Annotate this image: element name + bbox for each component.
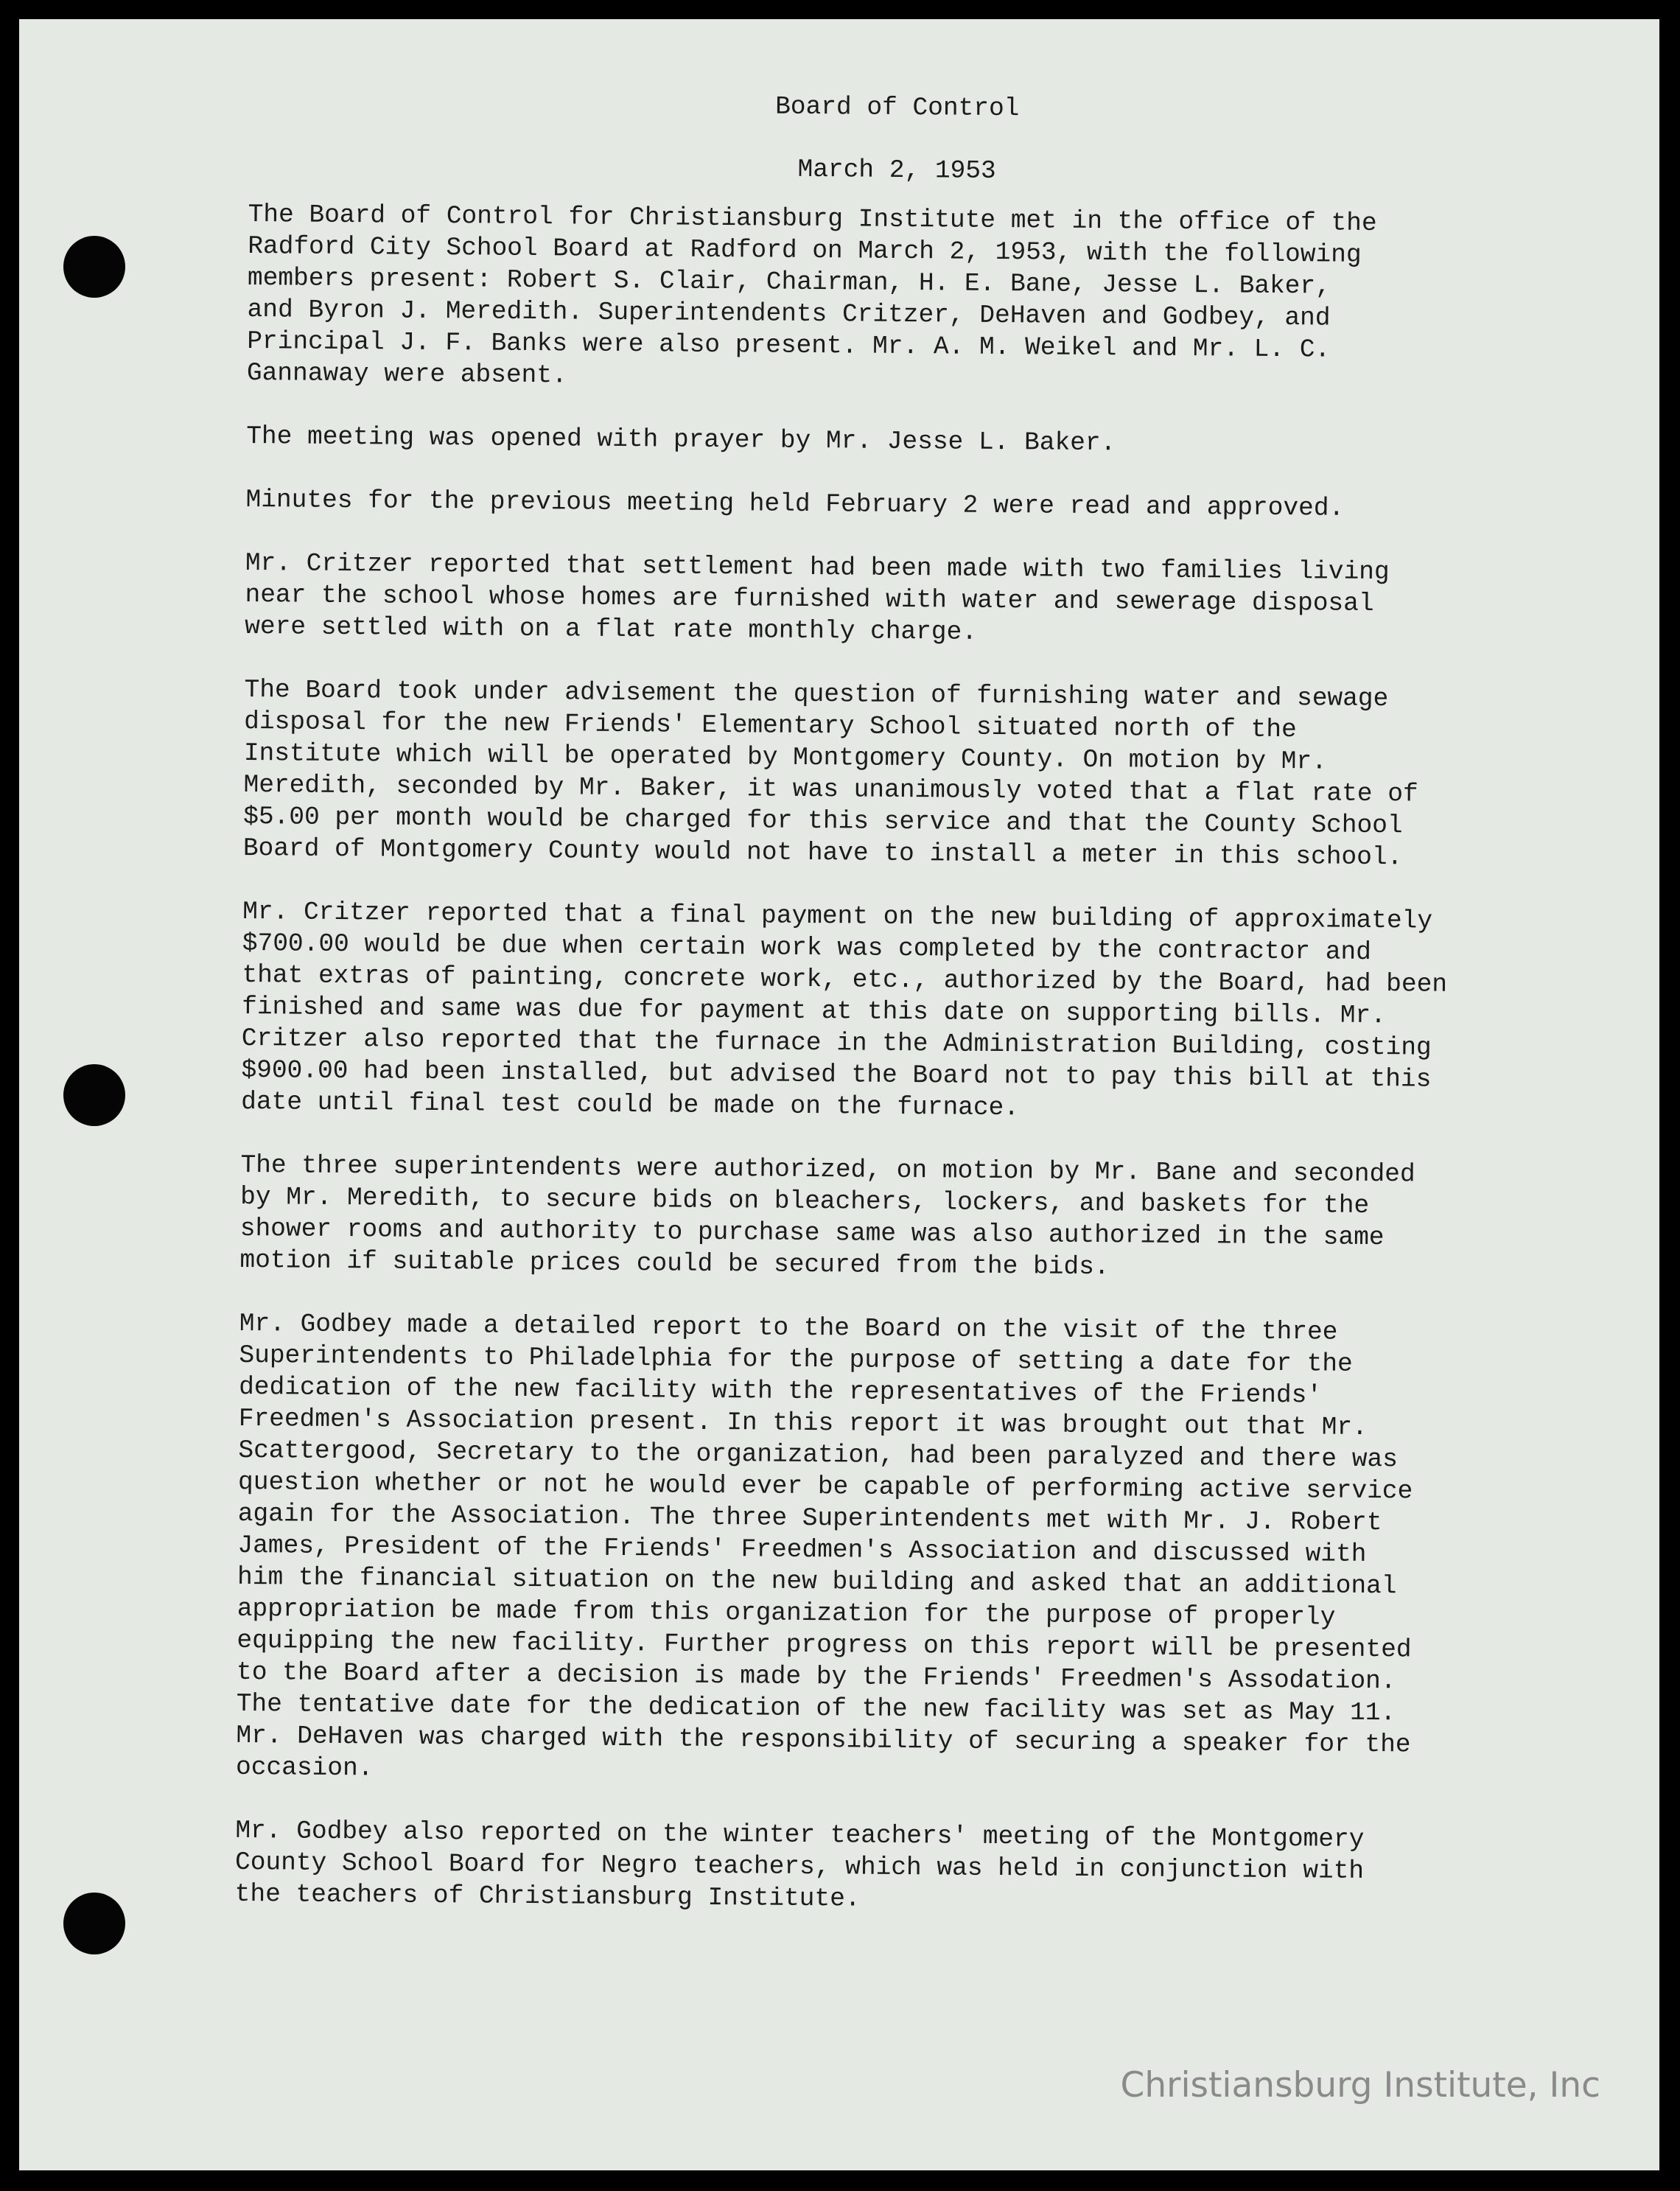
minutes-text: [234, 87, 1546, 1952]
punch-hole-bottom: [63, 1893, 125, 1954]
watermark: Christiansburg Institute, Inc: [1120, 2065, 1600, 2106]
paragraph-bids: The three superintendents were authorized, on motion by Mr. Bane and seconded by Mr. Meredith, to secure bids on bleachers, lockers, and baskets for the shower rooms and authority to purchase same was also authorized in the same motion if suitable prices could be secured from the bids.: [239, 1150, 1415, 1282]
paragraph-settlement: Mr. Critzer reported that settlement had been made with two families living near the school whose homes are furnished with water and sewerage disposal were settled with on a flat rate monthly charge.: [245, 548, 1390, 647]
punch-hole-middle: [63, 1064, 125, 1126]
paragraph-philadelphia-report: Mr. Godbey made a detailed report to the Board on the visit of the three Superintendents to Philadelphia for the purpose of setting a date for the dedication of the new facility with the representatives of the Friends' Freedmen's Association present. In this report it was brought out that Mr. Scattergood, Secretary to the organization, had been paralyzed and there was question whether or not he would ever be capable of performing active service again for the Association. The three Superintendents met with Mr. J. Robert James, President of the Friends' Freedmen's Association and discussed with him the financial situation on the new building and asked that an additional appropriation be made from this organization for the purpose of properly equipping the new facility. Further progress on this report will be presented to the Board after a decision is made by the Friends' Freedmen's Assodation. The tentative date for the dedication of the new facility was set as May 11. Mr. DeHaven was charged with the responsibility of securing a speaker for the occasion.: [235, 1309, 1413, 1783]
document-date: March 2, 1953: [797, 155, 996, 186]
document-title: Board of Control: [775, 92, 1020, 124]
paragraph-final-payment: Mr. Critzer reported that a final payment on the new building of approximately $700.00 would be due when certain work was completed by the contractor and that extras of painting, concrete work, etc., authorized by the Board, had been finished and same was due for payment at this date on supporting bills. Mr. Critzer also reported that the furnace in the Administration Building, costing $900.00 had been installed, but advised the Board not to pay this bill at this date until final test could be made on the furnace.: [241, 897, 1448, 1123]
paragraph-prayer: The meeting was opened with prayer by Mr. Jesse L. Baker.: [246, 422, 1116, 458]
paragraph-minutes: Minutes for the previous meeting held February 2 were read and approved.: [245, 485, 1345, 523]
punch-hole-top: [63, 236, 125, 298]
paragraph-attendance: The Board of Control for Christiansburg Institute met in the office of the Radford City School Board at Radford on March 2, 1953, with the following members present: Robert S. Clair, Chairman, H. E. Bane, Jesse L. Baker, and Byron J. Meredith. Superintendents Critzer, DeHaven and Godbey, and Principal J. F. Banks were also present. Mr. A. M. Weikel and Mr. L. C. Gannaway were absent.: [246, 200, 1377, 391]
paragraph-water-sewage: The Board took under advisement the question of furnishing water and sewage disposal for the new Friends' Elementary School situated north of the Institute which will be operated by Montgomery County. On motion by Mr. Meredith, seconded by Mr. Baker, it was unanimously voted that a flat rate of $5.00 per month would be charged for this service and that the County School Board of Montgomery County would not have to install a meter in this school.: [242, 675, 1418, 873]
paragraph-teachers-meeting: Mr. Godbey also reported on the winter teachers' meeting of the Montgomery County School Board for Negro teachers, which was held in conjunction with the teachers of Christiansburg Institute.: [234, 1816, 1365, 1914]
